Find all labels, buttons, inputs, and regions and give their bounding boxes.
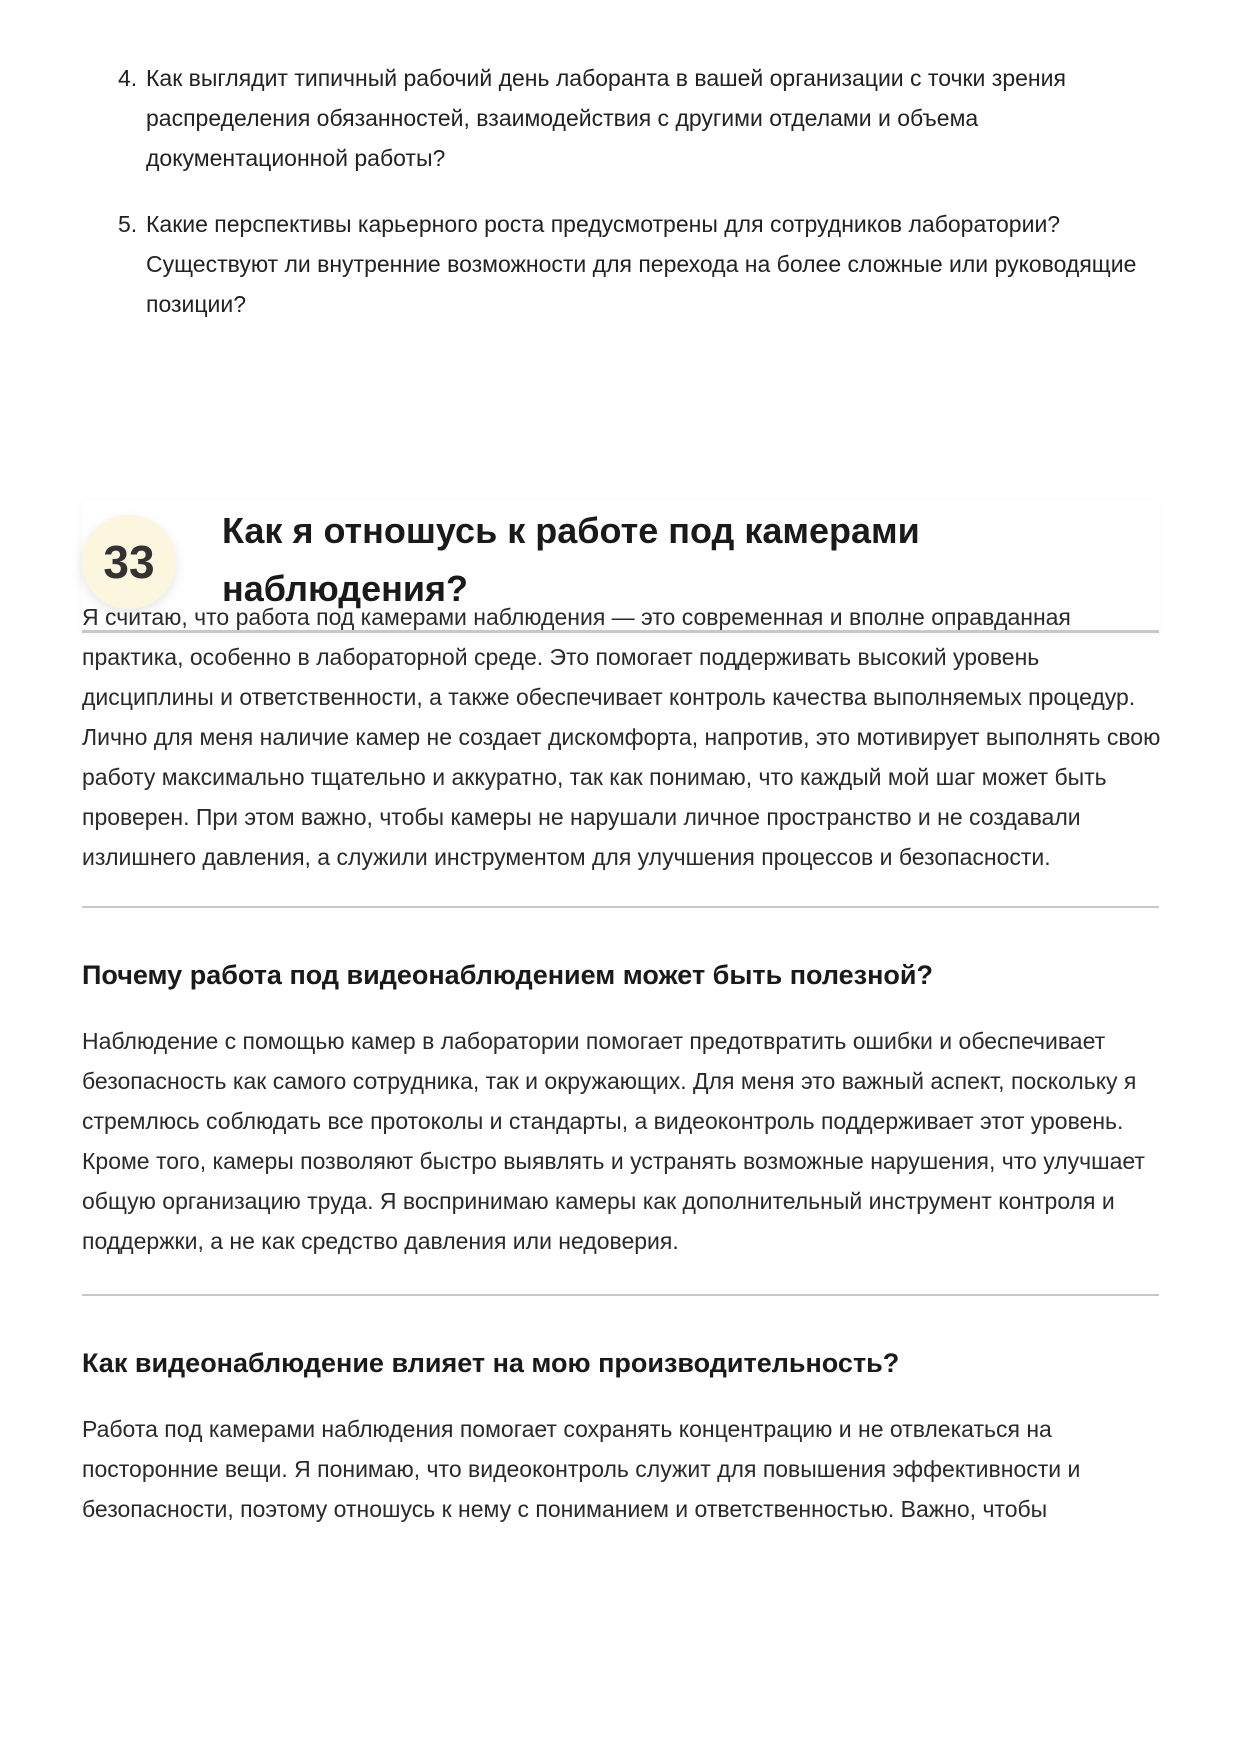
question-list (118, 58, 1168, 350)
divider (82, 906, 1159, 908)
intro-paragraph: Я считаю, что работа под камерами наблюдения — это современная и вполне оправданная практика, особенно в лабораторной среде. Это помогает поддерживать высокий уровень дисциплины и ответственности, а также обеспечивает контроль качества выполняемых процедур. Лично для меня наличие камер не создает дискомфорта, напротив, это мотивирует выполнять свою работу максимально тщательно и аккуратно, так как понимаю, что каждый мой шаг может быть проверен. При этом важно, чтобы камеры не нарушали личное пространство и не создавали излишнего давления, а служили инструментом для улучшения процессов и безопасности. (82, 604, 1161, 870)
subsection-paragraph: Наблюдение с помощью камер в лаборатории помогает предотвратить ошибки и обеспечивает безопасность как самого сотрудника, так и окружающих. Для меня это важный аспект, поскольку я стремлюсь соблюдать все протоколы и стандарты, а видеоконтроль поддерживает этот уровень. Кроме того, камеры позволяют быстро выявлять и устранять возможные нарушения, что улучшает общую организацию труда. Я воспринимаю камеры как дополнительный инструмент контроля и поддержки, а не как средство давления или недоверия. (82, 1028, 1145, 1254)
subsection-heading: Почему работа под видеонаблюдением может быть полезной? (82, 960, 933, 990)
subsection-paragraph: Работа под камерами наблюдения помогает сохранять концентрацию и не отвлекаться на посторонние вещи. Я понимаю, что видеоконтроль служит для повышения эффективности и безопасности, поэтому отношусь к нему с пониманием и ответственностью. Важно, чтобы (82, 1416, 1081, 1522)
section-title: Как я отношусь к работе под камерами наблюдения? (222, 510, 920, 609)
list-item (118, 204, 1168, 324)
subsection-heading: Как видеонаблюдение влияет на мою производительность? (82, 1348, 900, 1378)
list-item-number: 4. (118, 65, 138, 91)
list-item-text: Как выглядит типичный рабочий день лаборанта в вашей организации с точки зрения распределения обязанностей, взаимодействия с другими отделами и объема документационной работы? (146, 65, 1066, 171)
list-item-text: Какие перспективы карьерного роста предусмотрены для сотрудников лаборатории? Существуют ли внутренние возможности для перехода на более сложные или руководящие позиции? (146, 211, 1137, 317)
list-item (118, 58, 1168, 178)
list-item-number: 5. (118, 211, 138, 237)
divider (82, 1294, 1159, 1296)
section-number-badge: 33 (82, 515, 176, 609)
